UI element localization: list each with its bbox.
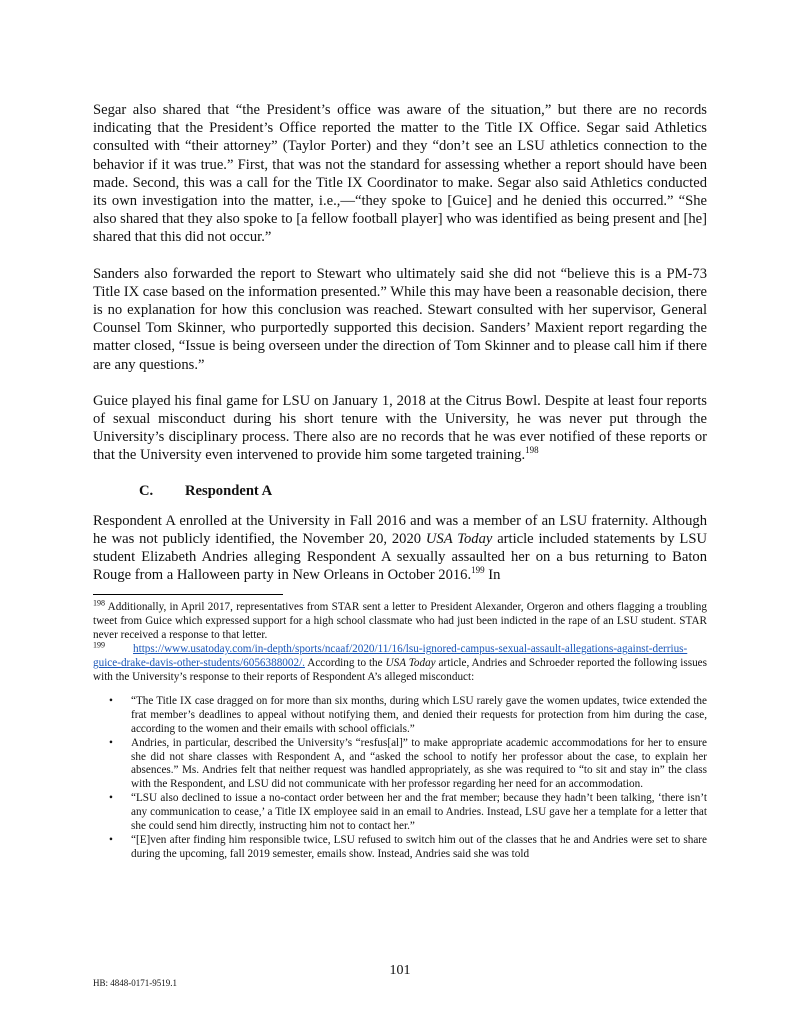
bullet-text: “The Title IX case dragged on for more than six months, during which LSU rarely gave the women updates, twice extended the frat member’s deadlines to appeal without notifying them, and denied their requests for protection from him during the case, according to the women and their emails with school officials.” [131, 694, 707, 735]
footnote-ref-199[interactable]: 199 [471, 565, 485, 576]
page-body [93, 101, 707, 862]
footnote-199-part2: article, Andries and Schroeder reported the following issues with the University’s response to their reports of Respondent A’s alleged misconduct: [93, 657, 707, 683]
bullet-text: Andries, in particular, described the University’s “resfus[al]” to make appropriate academic accommodations for her to ensure she did not share classes with Respondent A, and “asked the school to notify her professor about the case, to explain her absences.” Ms. Andries felt that neither request was handled appropriately, as she was required to “to sit and stay in” the class with the Respondent, and LSU did not communicate with her professor regarding her need for an accommodation. [131, 736, 707, 791]
section-title: Respondent A [185, 482, 273, 499]
section-letter: C. [139, 482, 154, 499]
p4-part1: Respondent A enrolled at the University in Fall 2016 and was a member of an LSU fraternity. Although he was not publicly identified, the November 20, 2020 [93, 512, 707, 547]
list-item [109, 736, 707, 793]
footnote-divider [93, 594, 283, 595]
footnote-198 [93, 598, 707, 643]
page-number: 101 [389, 963, 411, 978]
bullet-glyph: • [109, 792, 113, 805]
list-item [109, 694, 707, 737]
list-item [109, 833, 707, 862]
bullet-glyph: • [109, 833, 113, 846]
bullet-glyph: • [109, 694, 113, 707]
footnote-199 [93, 640, 707, 685]
footnote-ref-198[interactable]: 198 [525, 445, 539, 456]
p4-italic: USA Today [425, 530, 493, 547]
bullet-list [93, 695, 707, 862]
footnote-199-part1: According to the [304, 657, 386, 670]
bullet-text: “LSU also declined to issue a no-contact order between her and the frat member; because they hadn’t been talking, ‘there isn’t any communication to cease,’ a Title IX employee said in an email to Andries. Instead, LSU gave her a template for a letter that she could send him directly, instructing him not to contact her.” [131, 792, 707, 833]
footnote-199-number: 199 [93, 640, 105, 650]
paragraph-guice-text: Guice played his final game for LSU on January 1, 2018 at the Citrus Bowl. Despite at least four reports of sexual misconduct during his short tenure with the University, he was never put through the University’s disciplinary process. There also are no records that he was ever notified of these reports or that the University even intervened to provide him some targeted training. [93, 392, 707, 464]
list-item [109, 792, 707, 834]
bullet-glyph: • [109, 736, 113, 749]
paragraph-respondent-a [93, 512, 707, 585]
bullet-text: “[E]ven after finding him responsible twice, LSU refused to switch him out of the classes that he and Andries were set to share during the upcoming, fall 2019 semester, emails show. Instead, Andries said she was told [131, 833, 707, 860]
footnote-198-text: Additionally, in April 2017, representatives from STAR sent a letter to President Alexander, Orgeron and others flagging a troubling tweet from Guice which expressed support for a high school classmate who had just been indicted in the rape of an LSU student. STAR never received a response to that letter. [93, 601, 707, 642]
paragraph-guice [93, 392, 707, 465]
footnote-198-number: 198 [93, 598, 105, 608]
p4-part2: article included statements by LSU student Elizabeth Andries alleging Respondent A sexually assaulted her on a bus returning to Baton Rouge from a Halloween party in New Orleans in October 2016. [93, 530, 708, 584]
footnote-199-italic: USA Today [385, 657, 436, 670]
paragraph-segar: Segar also shared that “the President’s office was aware of the situation,” but there are no records indicating that the President’s Office reported the matter to the Title IX Office. Segar said Athletics consulted with “their attorney” (Taylor Porter) and they “don’t see an LSU athletics connection to the behavior if it was true.” First, that was not the standard for assessing whether a report should have been made. Second, this was a call for the Title IX Coordinator to make. Segar also said Athletics conducted its own investigation into the matter, i.e.,—“they spoke to [Guice] and he denied this occurred.” “She also shared that they also spoke to [a fellow football player] who was identified as being present and [he] shared that this did not occur.” [93, 102, 707, 246]
section-heading [93, 483, 707, 500]
document-id: HB: 4848-0171-9519.1 [93, 978, 177, 988]
paragraph-sanders: Sanders also forwarded the report to Stewart who ultimately said she did not “believe this is a PM-73 Title IX case based on the information presented.” While this may have been a reasonable decision, there is no explanation for how this conclusion was reached. Stewart consulted with her supervisor, General Counsel Tom Skinner, who purportedly supported this decision. Sanders’ Maxient report regarding the matter closed, “Issue is being overseen under the direction of Tom Skinner and to please call him if there are any questions.” [93, 265, 707, 373]
footnote-199-link[interactable]: https://www.usatoday.com/in-depth/sports/ncaaf/2020/11/16/lsu-ignored-campus-sexual-assault-allegations-against-derrius-guice-drake-davis-other-students/6056388002/. [93, 643, 688, 670]
p4-tail: In [484, 567, 501, 584]
